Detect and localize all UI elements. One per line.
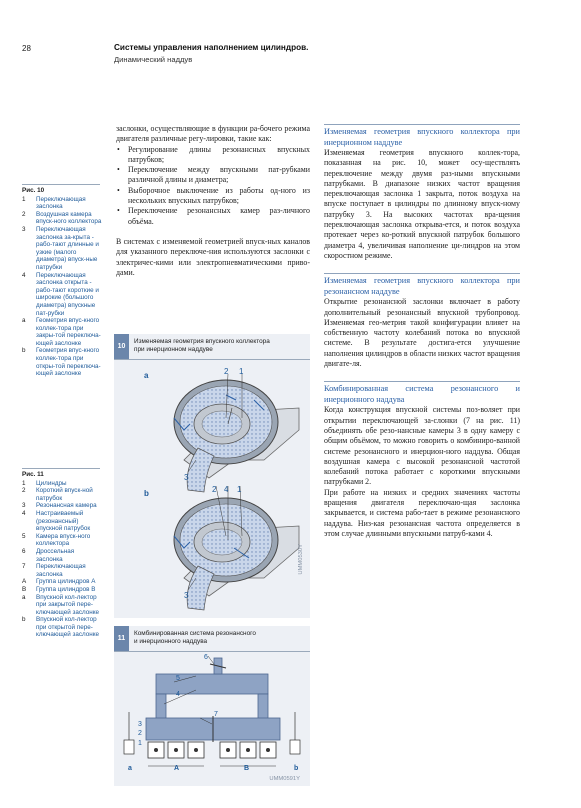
list-item: • Выборочное выключение из работы од-ного из нескольких впускных патрубков; <box>116 186 310 207</box>
legend-rule <box>22 468 100 469</box>
right-column <box>324 124 520 539</box>
legend-key: 2 <box>22 210 26 218</box>
legend-key: b <box>22 347 26 355</box>
caption-line: при инерционном наддуве <box>134 345 213 353</box>
figure-number: 11 <box>114 626 129 651</box>
geometry-paragraph: В системах с изменяемой геометрией впуск-ных каналов для указанного переключе-ния используются заслонки с электричес-кими или электропневматическими приво-дами. <box>116 236 310 277</box>
legend-text: Воздушная камера впуск-ного коллектора <box>36 210 102 226</box>
legend-key: 7 <box>22 563 26 571</box>
legend-entry <box>22 594 102 617</box>
legend-text: Цилиндры <box>36 479 67 487</box>
caption-line: Комбинированная система резонансного <box>134 630 256 637</box>
callout-2: 2 <box>212 485 217 494</box>
figure-11 <box>114 626 310 786</box>
legend-entry <box>22 616 102 639</box>
section-title-3: Комбинированная система резонансного и инерционного наддува <box>324 384 520 404</box>
page-number: 28 <box>22 44 31 53</box>
legend-key: 4 <box>22 509 26 517</box>
legend-items <box>22 480 102 639</box>
legend-key: 5 <box>22 532 26 540</box>
figure-code: UMM0591Y <box>269 776 300 782</box>
legend-key: a <box>22 317 26 325</box>
legend-text: Короткий впуск-ной патрубок <box>36 487 93 502</box>
list-item: • Регулирование длины резонансных впускных патрубков; <box>116 145 310 166</box>
intake-manifold-illustration <box>114 360 310 618</box>
figure-10 <box>114 334 310 618</box>
legend-text: Настраиваемый (резонансный) впускной патрубок <box>36 509 91 533</box>
legend-key: 1 <box>22 479 26 487</box>
legend-text: Впускной кол-лектор при закрытой пере-ключающей заслонке <box>36 593 100 616</box>
legend-entry <box>22 563 102 578</box>
middle-column <box>116 124 310 278</box>
legend-title: Рис. 11 <box>22 471 44 478</box>
legend-title: Рис. 10 <box>22 187 45 194</box>
intro-paragraph: заслонки, осуществляющие в функции ра-бочего режима двигателя различные регу-лировки, такие как: <box>116 124 310 144</box>
legend-entry <box>22 578 102 586</box>
legend-text: Переключающая заслонка <box>36 195 86 211</box>
legend-entry <box>22 272 102 318</box>
legend-key: 4 <box>22 271 26 279</box>
label-b: b <box>294 765 299 772</box>
legend-entry <box>22 548 102 563</box>
legend-entry <box>22 196 102 211</box>
section-rule <box>324 381 520 382</box>
callout-5: 5 <box>176 675 180 682</box>
legend-key: b <box>22 616 26 624</box>
section-title-1: Изменяемая геометрия впускного коллектора при инерционном наддуве <box>324 127 520 147</box>
figure-caption <box>134 630 256 646</box>
callout-4: 4 <box>176 691 180 698</box>
cylinders <box>148 742 276 758</box>
legend-text: Дроссельная заслонка <box>36 547 75 563</box>
legend-entry <box>22 317 102 347</box>
callout-6: 6 <box>204 654 208 661</box>
view-label-a: a <box>144 371 149 380</box>
manifold-chamber <box>156 674 268 694</box>
legend-fig11 <box>22 468 102 639</box>
legend-text: Группа цилиндров A <box>36 578 96 586</box>
legend-entry <box>22 586 102 594</box>
legend-entry <box>22 347 102 377</box>
figure-number: 10 <box>114 334 129 359</box>
legend-text: Геометрия впус-кного коллек-тора при откры-той переключа-ющей заслонке <box>36 347 101 378</box>
callout-2: 2 <box>224 367 229 376</box>
legend-entry <box>22 211 102 226</box>
view-label-b: b <box>144 489 149 498</box>
callout-7: 7 <box>214 711 218 718</box>
legend-key: 3 <box>22 225 26 233</box>
legend-text: Переключающая заслонка за-крыта - рабо-тают длинные и узкие (малого диаметра) впуск-ные патрубки <box>36 225 99 271</box>
legend-key: B <box>22 585 27 593</box>
list-item: • Переключение резонансных камер раз-личного объёма. <box>116 206 310 227</box>
legend-text: Переключающая заслонка <box>36 563 86 578</box>
callout-2: 2 <box>138 730 142 737</box>
label-group-b: B <box>244 765 250 772</box>
running-subtitle: Динамический наддув <box>114 55 193 64</box>
legend-entry <box>22 502 102 510</box>
feature-list <box>116 145 310 227</box>
legend-text: Геометрия впус-кного коллек-тора при закры-той переключа-ющей заслонке <box>36 317 101 347</box>
section-text-3b: При работе на низких и средних значениях частоты вращения двигателя переключаю-щая заслонка закрывается, и система рабо-тает в режиме резонансного наддува. Низ-кая резонансная частота определяется в этом случае длинными впускными патруб-ками 4. <box>324 487 520 538</box>
section-text-3a: Когда конструкция впускной системы поз-воляет при открытии переключающей за-слонки (7 на рис. 11) объединять обе резо-нансные камеры 3 в одну камеру с общим объёмом, то можно говорить о комбиниро-ванной системе резонансного и инерцион-ного наддува. Общая воздушная камера с высокой резонансной частотой колебаний потока работает с короткими впускными патрубками 2. <box>324 405 520 487</box>
legend-key: A <box>22 578 27 586</box>
legend-key: a <box>22 593 26 601</box>
legend-text: Переключающая заслонка открыта - рабо-тают короткие и широкие (большого диаметра) впускные пат-рубки <box>36 271 99 317</box>
legend-items <box>22 196 102 378</box>
section-rule <box>324 273 520 274</box>
section-rule <box>324 124 520 125</box>
callout-3: 3 <box>184 591 189 600</box>
legend-key: 3 <box>22 502 26 510</box>
caption-line: и инерционного наддува <box>134 637 208 645</box>
running-title: Системы управления наполнением цилиндров. <box>114 43 309 52</box>
legend-entry <box>22 533 102 548</box>
legend-entry <box>22 226 102 272</box>
legend-key: 6 <box>22 547 26 555</box>
label-a: a <box>128 765 132 772</box>
legend-fig10 <box>22 184 102 378</box>
legend-text: Резонансная камера <box>36 502 97 510</box>
label-group-a: A <box>174 765 180 772</box>
figure-header <box>114 626 310 652</box>
figure-header <box>114 334 310 360</box>
callout-1: 1 <box>237 485 242 494</box>
figure-code: UMM0530Y <box>298 544 304 575</box>
figure-caption <box>134 338 270 354</box>
section-text-1: Изменяемая геометрия впускного коллек-тора, показанная на рис. 10, может осу-ществлять переключение между двумя раз-ными впускными патрубками. В диапазоне низких частот вращения переключающая заслонка 1 закрыта, поток воздуха на впуске поступает в цилиндры по длинному впуск-ному патрубку 3. На высоких частотах вра-щения переключающая заслонка открыва-ется, и поток воздуха протекает через ко-роткий впускной патрубок большого диаметра 4, увеличивая наполнение ци-линдров на этом скоростном режиме. <box>324 148 520 260</box>
callout-3: 3 <box>138 721 142 728</box>
manifold-view-b <box>174 486 299 610</box>
list-item: • Переключение между впускными пат-рубками различной длины и диаметра; <box>116 165 310 186</box>
section-text-2: Открытие резонансной заслонки включает в работу дополнительный резонансный впускной трубопровод. Изменяемая гео-метрия такой конфигурации влияет на собственную частоту колебаний потока во впускной системе. В результате достига-ется улучшение наполнения цилиндров в области низких частот вращения двигате-ля. <box>324 297 520 369</box>
legend-key: 1 <box>22 195 26 203</box>
callout-3: 3 <box>184 473 189 482</box>
manifold-view-a <box>174 374 299 492</box>
legend-key: 2 <box>22 487 26 495</box>
resonance-system-schematic <box>114 652 310 786</box>
legend-entry <box>22 487 102 502</box>
legend-rule <box>22 184 100 185</box>
legend-entry <box>22 510 102 533</box>
callout-1: 1 <box>239 367 244 376</box>
legend-text: Впускной кол-лектор при открытой пере-ключающей заслонке <box>36 616 100 639</box>
legend-text: Камера впуск-ного коллектора <box>36 532 91 548</box>
caption-line: Изменяемая геометрия впускного коллектора <box>134 338 270 345</box>
callout-1: 1 <box>138 740 142 747</box>
section-title-2: Изменяемая геометрия впускного коллектора при резонансном наддуве <box>324 276 520 296</box>
callout-4: 4 <box>224 485 229 494</box>
legend-text: Группа цилиндров B <box>36 585 96 593</box>
